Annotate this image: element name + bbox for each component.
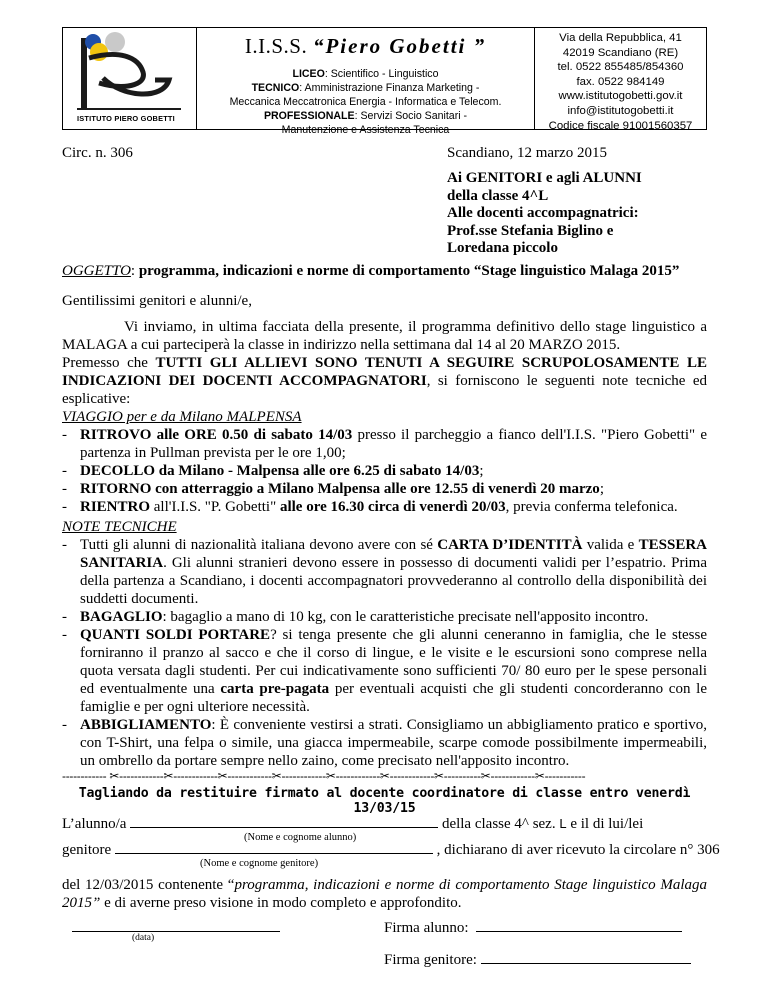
parent-name-hint: (Nome e cognome genitore) [200,858,319,869]
list-item: - BAGAGLIO: bagaglio a mano di 10 kg, con le caratteristiche precisate nell'apposito incontro. [62,608,707,626]
list-item: - QUANTI SOLDI PORTARE? si tenga presente che gli alunni ceneranno in famiglia, che le stesse forniranno il pranzo al sacco e che il corso di lingue, e le visite e le escursioni sono comprese nella quota versata dagli studenti. Per cui indicativamente sono sufficienti 70/ 80 euro per le spese personali ed eventualmente una carta pre-pagata per eventuali acquisti che gli studenti concorderanno con le famiglie e per ogni ulteriore necessità. [62,626,707,716]
list-item: - ABBIGLIAMENTO: È conveniente vestirsi a strati. Consigliamo un abbigliamento pratico e sportivo, con T-Shirt, una felpa o simile, una giacca impermeabile, scarpe comode possibilmente impermeabili, un ombrello da portare sempre nello zaino, come precisato nell'apposito incontro. [62,716,707,770]
school-logo [63,28,197,129]
student-signature-field[interactable] [476,931,682,932]
notes-list [62,536,707,770]
school-info [197,28,535,136]
intro-paragraph: Vi inviamo, in ultima facciata della presente, il programma definitivo dello stage linguistico a MALAGA a cui parteciperà la classe in indirizzo nella settimana dal 14 al 20 MARZO 2015. [62,319,707,353]
school-contacts: Via della Repubblica, 41 42019 Scandiano (RE) tel. 0522 855485/854360 fax. 0522 984149 www.istitutogobetti.gov.it info@istitutogobetti.it Codice fiscale 91001560357 [535,28,706,129]
form-declaration: del 12/03/2015 contenente “programma, indicazioni e norme di comportamento Stage linguistico Malaga 2015” e di averne preso visione in modo completo e approfondito. [62,877,707,911]
travel-title: VIAGGIO per e da Milano MALPENSA [62,409,302,425]
letterhead [62,27,707,136]
list-item: - RIENTRO all'I.I.S. "P. Gobetti" alle ore 16.30 circa di venerdì 20/03, previa conferma telefonica. [62,498,707,516]
notes-title: NOTE TECNICHE [62,519,177,535]
parent-name-field[interactable] [115,853,433,854]
travel-section [62,408,707,516]
student-name-field[interactable] [130,827,438,828]
premise-paragraph: Premesso che TUTTI GLI ALLIEVI SONO TENUTI A SEGUIRE SCRUPOLOSAMENTE LE INDICAZIONI DEI DOCENTI ACCOMPAGNATORI, si forniscono le seguenti note tecniche ed esplicative: [62,355,708,407]
form-line-parent: genitore , dichiarano di aver ricevuto la circolare n° 306 [62,842,720,858]
student-name-hint: (Nome e cognome alunno) [244,832,357,843]
tear-off-title: Tagliando da restituire firmato al docente coordinatore di classe entro venerdì 13/03/15 [78,786,691,816]
school-name-italic: “Piero Gobetti ” [312,34,487,58]
travel-list [62,426,707,516]
list-item: - RITORNO con atterraggio a Milano Malpensa alle ore 12.55 di venerdì 20 marzo; [62,480,707,498]
logo-caption: ISTITUTO PIERO GOBETTI [77,114,175,123]
letter-date: Scandiano, 12 marzo 2015 [447,145,607,161]
list-item: - RITROVO alle ORE 0.50 di sabato 14/03 presso il parcheggio a fianco dell'I.I.S. "Piero Gobetti" e partenza in Pullman prevista per le ore 1,00; [62,426,707,462]
parent-signature: Firma genitore: [384,951,691,969]
greeting: Gentilissimi genitori e alunni/e, [62,293,252,309]
parent-signature-field[interactable] [481,963,691,964]
subject-line: OGGETTO: programma, indicazioni e norme di comportamento “Stage linguistico Malaga 2015” [62,263,680,279]
school-courses: LICEO: Scientifico - Linguistico TECNICO: Amministrazione Finanza Marketing - Meccanica Meccatronica Energia - Informatica e Telecom. PROFESSIONALE: Servizi Socio Sanitari - Manutenzione e Assistenza Tecnica [229,68,502,136]
recipients: Ai GENITORI e agli ALUNNI della classe 4^L Alle docenti accompagnatrici: Prof.sse Stefania Biglino e Loredana piccolo [447,170,642,257]
circular-number: Circ. n. 306 [62,145,133,161]
date-field[interactable] [72,931,280,932]
cut-line: ------------ ✂------------✂------------✂------------✂------------✂------------✂------------✂----------✂------------✂----------- [62,769,586,783]
date-hint: (data) [132,933,155,943]
gobetti-logo-icon [63,28,195,128]
list-item: - Tutti gli alunni di nazionalità italiana devono avere con sé CARTA D’IDENTITÀ valida e TESSERA SANITARIA. Gli alunni stranieri devono essere in possesso di documenti validi per l’espatrio. Prima della partenza a Scandiano, i docenti accompagnatori provvederanno al controllo della disponibilità dei suddetti documenti. [62,536,707,608]
website-link: www.istitutogobetti.gov.it [558,90,683,103]
student-signature: Firma alunno: [384,919,682,937]
school-name: I.I.S.S. “Piero Gobetti ” [244,34,487,58]
technical-notes [62,518,707,770]
email-link: info@istitutogobetti.it [567,104,674,117]
list-item: - DECOLLO da Milano - Malpensa alle ore 6.25 di sabato 14/03; [62,462,707,480]
form-line-student: L’alunno/a della classe 4^ sez. L e il di lui/lei [62,816,644,832]
